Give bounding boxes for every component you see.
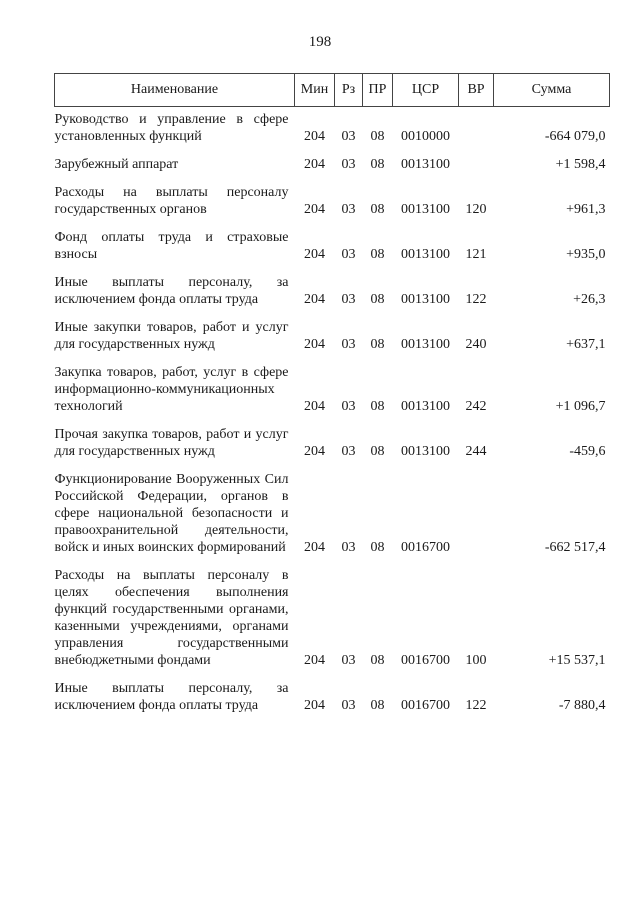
cell-rz: 03 — [341, 653, 356, 668]
cell-name: Функционирование Вооруженных Сил Российской Федерации, органов в сфере национальной безопасности и правоохранительной деятельности, войск и иных воинских формирований — [54, 472, 289, 555]
cell-vr — [459, 145, 494, 173]
cell-sum: +26,3 — [573, 292, 606, 307]
table-body — [55, 107, 610, 715]
cell-min: 204 — [304, 698, 325, 713]
cell-min: 204 — [304, 292, 325, 307]
cell-sum: -459,6 — [569, 444, 606, 459]
table-row — [55, 145, 610, 173]
cell-min: 204 — [304, 202, 325, 217]
header-min: Мин — [295, 74, 335, 107]
header-pr: ПР — [363, 74, 393, 107]
cell-pr: 08 — [370, 399, 385, 414]
cell-sum: +961,3 — [566, 202, 606, 217]
cell-vr — [459, 107, 494, 146]
table-row — [55, 415, 610, 460]
cell-sum: -662 517,4 — [544, 540, 606, 555]
cell-csr: 0013100 — [401, 202, 450, 217]
cell-pr: 08 — [370, 337, 385, 352]
cell-csr: 0013100 — [401, 444, 450, 459]
cell-min: 204 — [304, 444, 325, 459]
cell-min: 204 — [304, 337, 325, 352]
cell-csr: 0013100 — [401, 247, 450, 262]
cell-vr — [459, 460, 494, 556]
cell-vr: 242 — [465, 399, 487, 414]
cell-vr: 122 — [465, 292, 487, 307]
cell-rz: 03 — [341, 337, 356, 352]
table-row — [55, 308, 610, 353]
header-sum: Сумма — [494, 74, 610, 107]
cell-name: Расходы на выплаты персоналу государственных органов — [54, 185, 289, 217]
cell-rz: 03 — [341, 444, 356, 459]
cell-rz: 03 — [341, 698, 356, 713]
cell-name: Зарубежный аппарат — [54, 157, 179, 172]
table-row — [55, 669, 610, 714]
cell-min: 204 — [304, 653, 325, 668]
cell-csr: 0010000 — [401, 129, 450, 144]
budget-table — [54, 73, 610, 714]
table-row — [55, 218, 610, 263]
table-header — [55, 74, 610, 107]
cell-vr: 244 — [465, 444, 487, 459]
cell-pr: 08 — [370, 202, 385, 217]
cell-name: Иные выплаты персоналу, за исключением фонда оплаты труда — [54, 275, 289, 307]
cell-pr: 08 — [370, 653, 385, 668]
cell-min: 204 — [304, 247, 325, 262]
cell-name: Иные выплаты персоналу, за исключением фонда оплаты труда — [54, 681, 289, 713]
cell-rz: 03 — [341, 399, 356, 414]
table-row — [55, 460, 610, 556]
table-row — [55, 107, 610, 146]
cell-rz: 03 — [341, 129, 356, 144]
cell-min: 204 — [304, 540, 325, 555]
header-csr: ЦСР — [393, 74, 459, 107]
cell-csr: 0013100 — [401, 292, 450, 307]
cell-vr: 240 — [465, 337, 487, 352]
cell-pr: 08 — [370, 292, 385, 307]
cell-name: Руководство и управление в сфере установленных функций — [54, 112, 289, 144]
cell-rz: 03 — [341, 292, 356, 307]
cell-pr: 08 — [370, 129, 385, 144]
table-row — [55, 173, 610, 218]
cell-name: Прочая закупка товаров, работ и услуг для государственных нужд — [54, 427, 289, 459]
table-row — [55, 556, 610, 669]
cell-name: Закупка товаров, работ, услуг в сфере информационно-коммуникационных технологий — [54, 365, 289, 414]
cell-vr: 121 — [465, 247, 487, 262]
cell-sum: -7 880,4 — [558, 698, 606, 713]
cell-csr: 0013100 — [401, 157, 450, 172]
cell-min: 204 — [304, 129, 325, 144]
cell-pr: 08 — [370, 540, 385, 555]
cell-vr: 100 — [465, 653, 487, 668]
cell-rz: 03 — [341, 202, 356, 217]
page-number: 198 — [308, 34, 332, 50]
cell-pr: 08 — [370, 157, 385, 172]
table-row — [55, 263, 610, 308]
cell-csr: 0016700 — [401, 653, 450, 668]
cell-sum: +15 537,1 — [548, 653, 606, 668]
cell-pr: 08 — [370, 698, 385, 713]
budget-table-container — [54, 73, 609, 714]
cell-name: Иные закупки товаров, работ и услуг для государственных нужд — [54, 320, 289, 352]
cell-rz: 03 — [341, 157, 356, 172]
cell-pr: 08 — [370, 444, 385, 459]
cell-csr: 0013100 — [401, 399, 450, 414]
cell-pr: 08 — [370, 247, 385, 262]
cell-name: Фонд оплаты труда и страховые взносы — [54, 230, 289, 262]
cell-vr: 120 — [465, 202, 487, 217]
cell-csr: 0016700 — [401, 540, 450, 555]
cell-vr: 122 — [465, 698, 487, 713]
cell-sum: +935,0 — [566, 247, 606, 262]
cell-csr: 0016700 — [401, 698, 450, 713]
cell-sum: +1 598,4 — [555, 157, 606, 172]
cell-min: 204 — [304, 157, 325, 172]
header-vr: ВР — [459, 74, 494, 107]
header-rz: Рз — [335, 74, 363, 107]
table-row — [55, 353, 610, 415]
header-name: Наименование — [55, 74, 295, 107]
cell-sum: +637,1 — [566, 337, 606, 352]
cell-min: 204 — [304, 399, 325, 414]
cell-name: Расходы на выплаты персоналу в целях обеспечения выполнения функций государственными органами, казенными учреждениями, органами управления государственными внебюджетными фондами — [54, 568, 289, 668]
cell-sum: +1 096,7 — [555, 399, 606, 414]
cell-csr: 0013100 — [401, 337, 450, 352]
cell-rz: 03 — [341, 247, 356, 262]
cell-rz: 03 — [341, 540, 356, 555]
cell-sum: -664 079,0 — [544, 129, 606, 144]
